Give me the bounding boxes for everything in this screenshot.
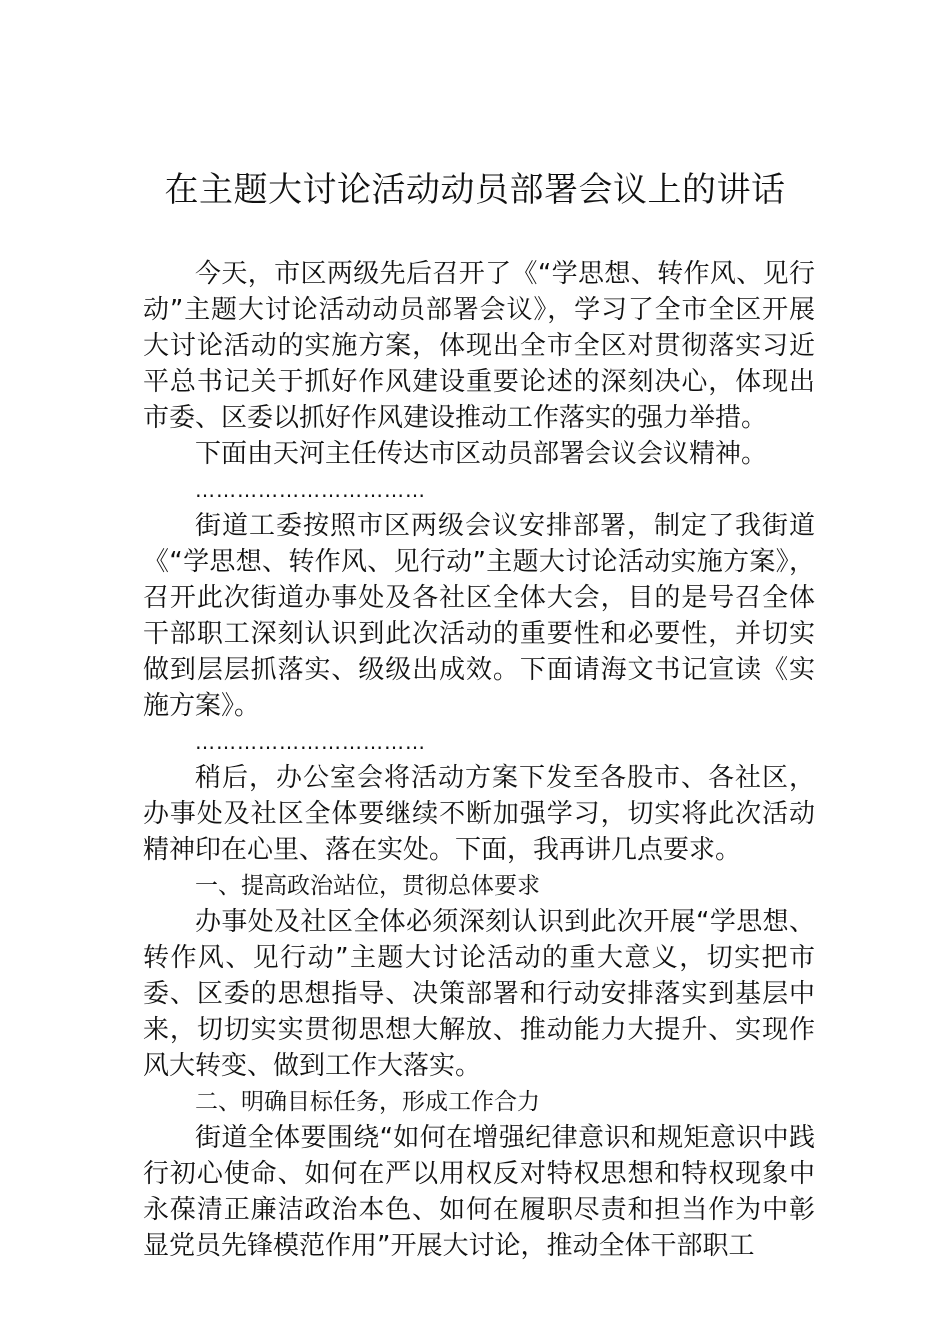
paragraph-section-1: 办事处及社区全体必须深刻认识到此次开展“学思想、转作风、见行动”主题大讨论活动的重大意义，切实把市委、区委的思想指导、决策部署和行动安排落实到基层中来，切切实实贯彻思想大解放、推动能力大提升、实现作风大转变、做到工作大落实。 <box>143 907 815 1081</box>
paragraph-section-2: 街道全体要围绕“如何在增强纪律意识和规矩意识中践行初心使命、如何在严以用权反对特权思想和特权现象中永葆清正廉洁政治本色、如何在履职尽责和担当作为中彰显党员先锋模范作用”开展大讨论，推动全体干部职工 <box>143 1123 815 1261</box>
section-heading-1: 一、提高政治站位，贯彻总体要求 <box>195 873 540 899</box>
document-title: 在主题大讨论活动动员部署会议上的讲话 <box>164 170 786 210</box>
ellipsis-separator: …………………………… <box>195 730 426 754</box>
paragraph-requirements-intro: 稍后，办公室会将活动方案下发至各股市、各社区，办事处及社区全体要继续不断加强学习，切实将此次活动精神印在心里、落在实处。下面，我再讲几点要求。 <box>143 763 815 865</box>
section-heading-2: 二、明确目标任务，形成工作合力 <box>195 1089 540 1115</box>
document-body <box>143 256 815 1264</box>
paragraph-opening: 今天，市区两级先后召开了《“学思想、转作风、见行动”主题大讨论活动动员部署会议》，学习了全市全区开展大讨论活动的实施方案，体现出全市全区对贯彻落实习近平总书记关于抓好作风建设重要论述的深刻决心，体现出市委、区委以抓好作风建设推动工作落实的强力举措。 <box>143 259 815 433</box>
paragraph-implementation-plan: 街道工委按照市区两级会议安排部署，制定了我街道《“学思想、转作风、见行动”主题大讨论活动实施方案》，召开此次街道办事处及各社区全体大会，目的是号召全体干部职工深刻认识到此次活动的重要性和必要性，并切实做到层层抓落实、级级出成效。下面请海文书记宣读《实施方案》。 <box>143 511 815 721</box>
paragraph-convey-spirit: 下面由天河主任传达市区动员部署会议会议精神。 <box>195 439 768 469</box>
ellipsis-separator: …………………………… <box>195 478 426 502</box>
